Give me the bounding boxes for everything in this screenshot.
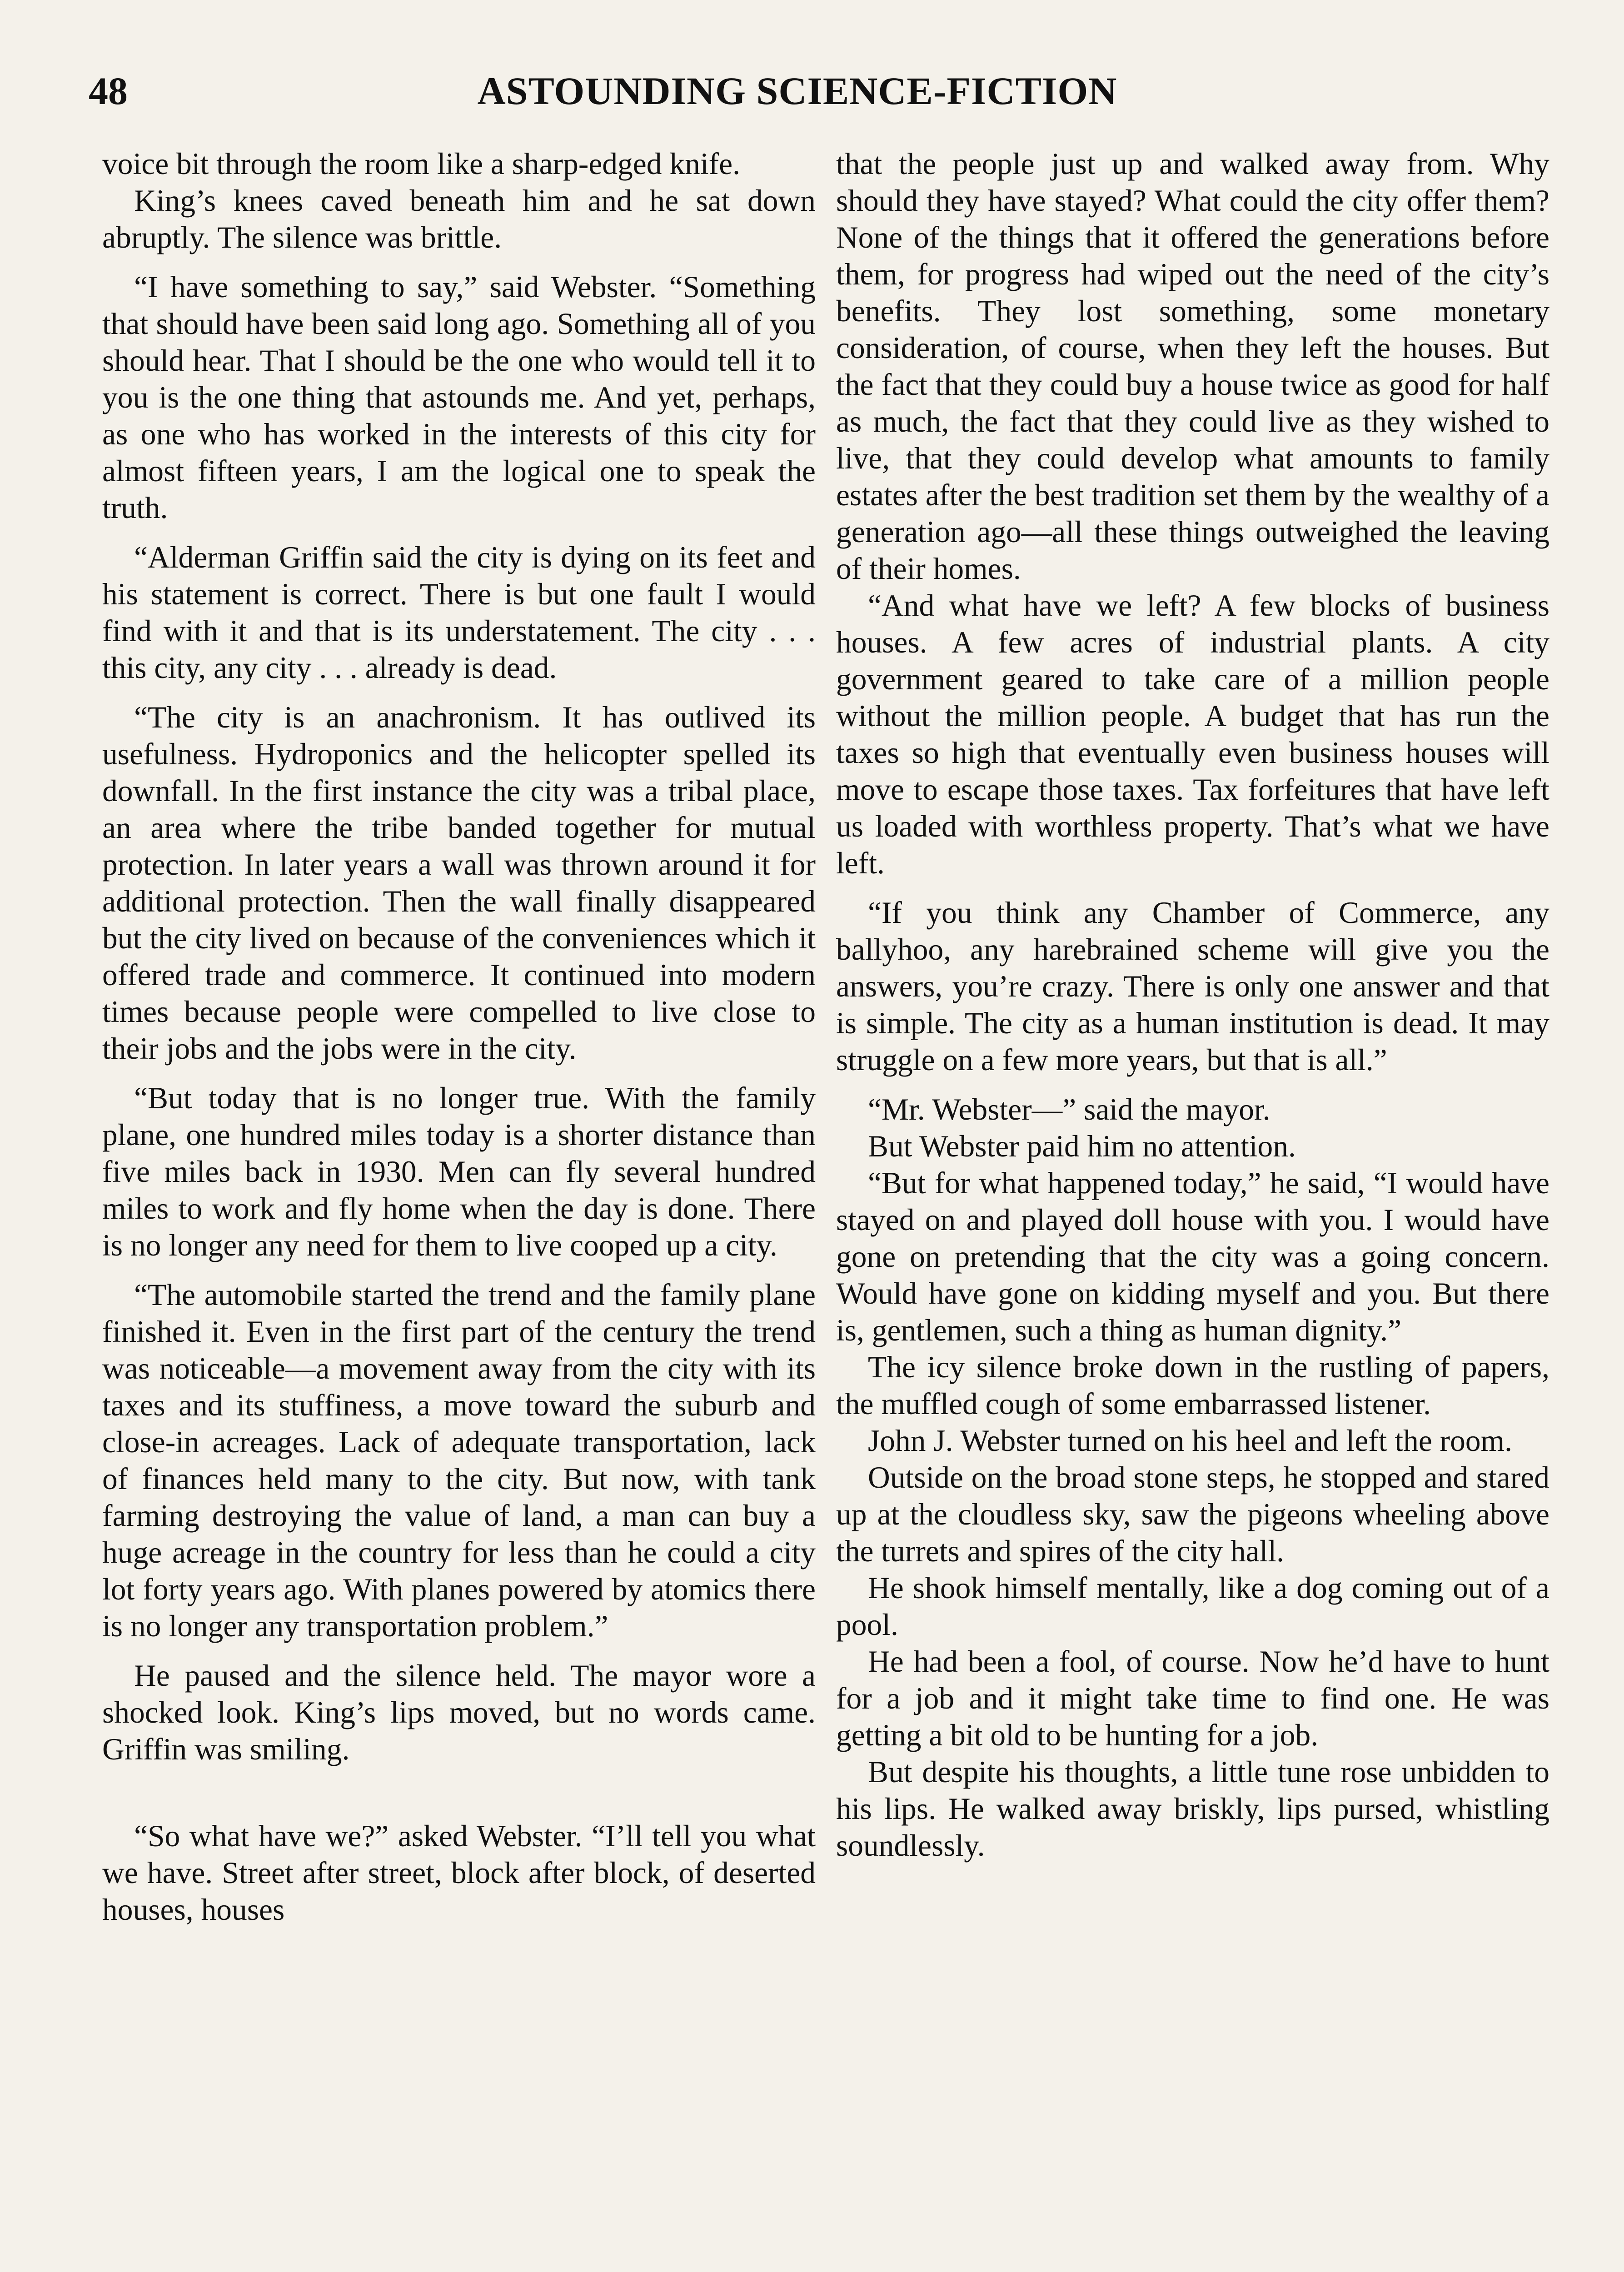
paragraph: “Alderman Griffin said the city is dying on its feet and his statement is correct. There is but one fault I would find with it and that is its understatement. The city . . . this city, any city . . . already is dead. [102, 540, 816, 685]
paragraph: “And what have we left? A few blocks of business houses. A few acres of industrial plants. A city government geared to take care of a million people without the million people. A budget that has run the taxes so high that eventually even business houses will move to escape those taxes. Tax forfeitures that have left us loaded with worthless property. That’s what we have left. [836, 588, 1549, 880]
paragraph: “But today that is no longer true. With the family plane, one hundred miles today is a shorter distance than five miles back in 1930. Men can fly several hundred miles to work and fly home when the day is done. There is no longer any need for them to live cooped up a city. [102, 1081, 816, 1262]
paragraph: “If you think any Chamber of Commerce, any ballyhoo, any harebrained scheme will give you the answers, you’re crazy. There is only one answer and that is simple. The city as a human institution is dead. It may struggle on a few more years, but that is all.” [836, 896, 1549, 1077]
paragraph: “The automobile started the trend and the family plane finished it. Even in the first part of the century the trend was noticeable—a movement away from the city with its taxes and its stuffiness, a move toward the suburb and close-in acreages. Lack of adequate transportation, lack of finances held many to the city. But now, with tank farming destroying the value of land, a man can buy a huge acreage in the country for less than he could a city lot forty years ago. With planes powered by atomics there is no longer any transportation problem.” [102, 1278, 816, 1643]
paragraph: John J. Webster turned on his heel and left the room. [868, 1424, 1513, 1458]
paragraph: He shook himself mentally, like a dog coming out of a pool. [836, 1571, 1549, 1642]
paragraph: “The city is an anachronism. It has outlived its usefulness. Hydroponics and the helicopter spelled its downfall. In the first instance the city was a tribal place, an area where the tribe banded together for mutual protection. In later years a wall was thrown around it for additional protection. Then the wall finally disappeared but the city lived on because of the conveniences which it offered trade and commerce. It continued into modern times because people were compelled to live close to their jobs and the jobs were in the city. [102, 700, 816, 1066]
paragraph: He paused and the silence held. The mayor wore a shocked look. King’s lips moved, but no words came. Griffin was smiling. [102, 1659, 816, 1766]
running-header [89, 68, 1506, 136]
paragraph: voice bit through the room like a sharp-edged knife. [102, 147, 740, 181]
paragraph: But Webster paid him no attention. [868, 1129, 1296, 1163]
paragraph: “So what have we?” asked Webster. “I’ll tell you what we have. Street after street, block after block, of deserted houses, houses [102, 1819, 816, 1927]
paragraph: King’s knees caved beneath him and he sat down abruptly. The silence was brittle. [102, 184, 816, 254]
paragraph: “But for what happened today,” he said, “I would have stayed on and played doll house with you. I would have gone on pretending that the city was a going concern. Would have gone on kidding myself and you. But there is, gentlemen, such a thing as human dignity.” [836, 1166, 1549, 1347]
left-text-column [102, 145, 816, 2272]
paragraph: “Mr. Webster—” said the mayor. [868, 1092, 1270, 1126]
paragraph: that the people just up and walked away from. Why should they have stayed? What could the city offer them? None of the things that it offered the generations before them, for progress had wiped out the need of the city’s benefits. They lost something, some monetary consideration, of course, when they left the houses. But the fact that they could buy a house twice as good for half as much, the fact that they could live as they wished to live, that they could develop what amounts to family estates after the best tradition set them by the wealthy of a generation ago—all these things outweighed the leaving of their homes. [836, 147, 1549, 586]
paragraph: The icy silence broke down in the rustling of papers, the muffled cough of some embarrassed listener. [836, 1350, 1549, 1421]
paragraph: He had been a fool, of course. Now he’d have to hunt for a job and it might take time to find one. He was getting a bit old to be hunting for a job. [836, 1644, 1549, 1752]
running-title: ASTOUNDING SCIENCE-FICTION [477, 69, 1117, 113]
paragraph: Outside on the broad stone steps, he stopped and stared up at the cloudless sky, saw the pigeons wheeling above the turrets and spires of the city hall. [836, 1460, 1549, 1568]
right-text-column [836, 145, 1549, 2272]
paragraph: But despite his thoughts, a little tune rose unbidden to his lips. He walked away briskly, lips pursed, whistling soundlessly. [836, 1755, 1549, 1863]
paragraph: “I have something to say,” said Webster. “Something that should have been said long ago. Something all of you should hear. That I should be the one who would tell it to you is the one thing that astounds me. And yet, perhaps, as one who has worked in the interests of this city for almost fifteen years, I am the logical one to speak the truth. [102, 270, 816, 525]
page-number: 48 [89, 69, 128, 113]
